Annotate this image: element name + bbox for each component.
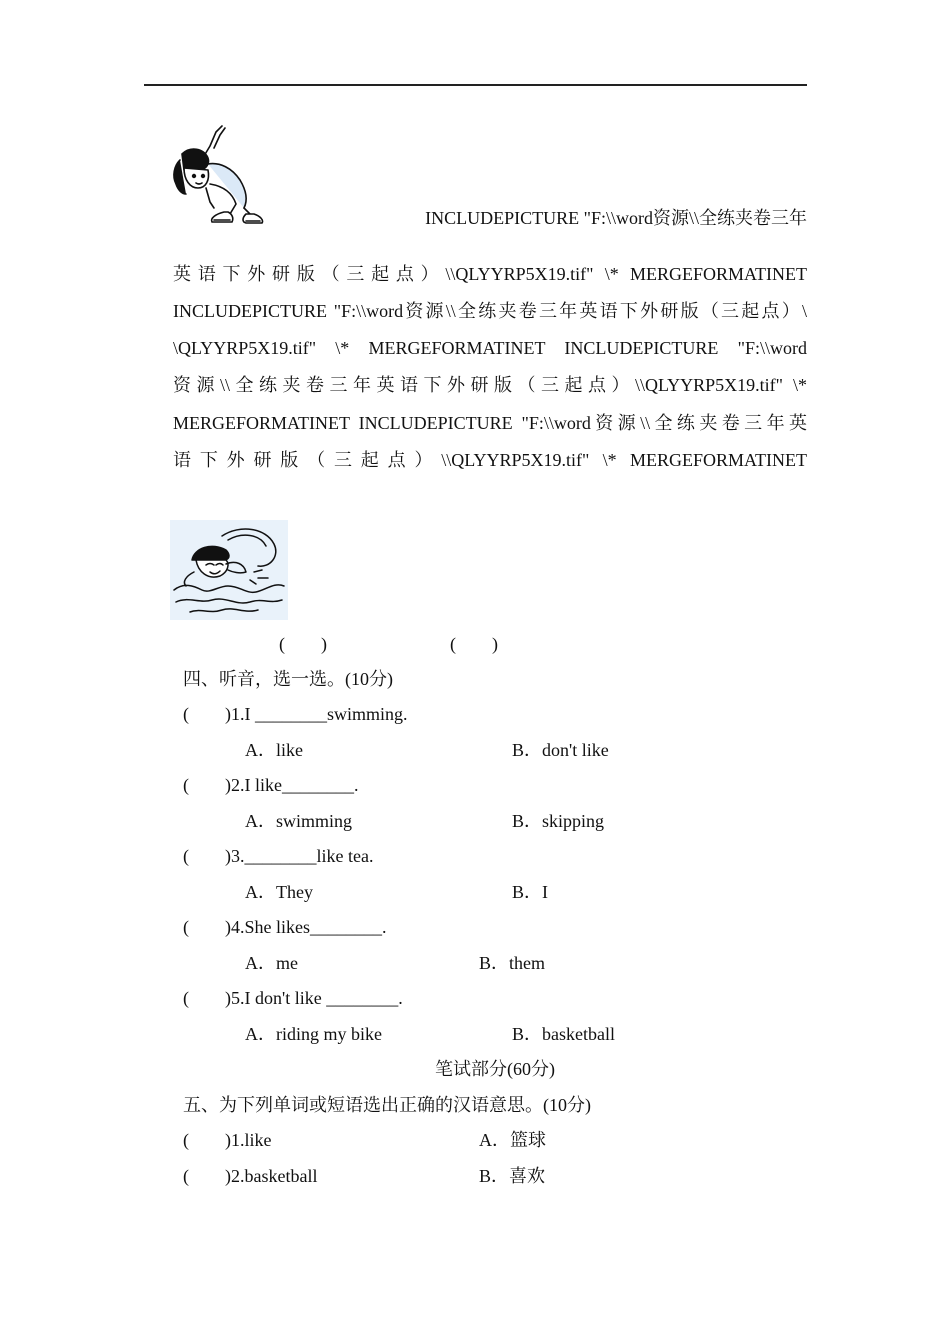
- question-4-stem[interactable]: ( )4.She likes________.: [183, 917, 387, 937]
- picture-answer-2[interactable]: ( ): [450, 634, 498, 654]
- includepicture-first-line: INCLUDEPICTURE "F:\\word资源\\全练夹卷三年: [425, 208, 807, 228]
- includepicture-line-6: 语下外研版（三起点）\\QLYYRP5X19.tif" \* MERGEFORMATINET: [173, 450, 807, 470]
- section5-title: 五、为下列单词或短语选出正确的汉语意思。(10分): [183, 1095, 591, 1115]
- section4-title: 四、听音，选一选。(10分): [183, 669, 393, 689]
- written-part-title: 笔试部分(60分): [435, 1059, 555, 1079]
- question-5-option-a[interactable]: A．riding my bike: [245, 1024, 382, 1044]
- includepicture-line-2: INCLUDEPICTURE "F:\\word资源\\全练夹卷三年英语下外研版（三起点）\: [173, 301, 807, 321]
- question-1-stem[interactable]: ( )1.I ________swimming.: [183, 704, 408, 724]
- question-4-option-b[interactable]: B．them: [479, 953, 545, 973]
- question-2-option-a[interactable]: A．swimming: [245, 811, 353, 831]
- includepicture-line-1: 英语下外研版（三起点）\\QLYYRP5X19.tif" \* MERGEFORMATINET: [173, 264, 807, 284]
- question-2-stem[interactable]: ( )2.I like________.: [183, 775, 359, 795]
- question-2-option-b[interactable]: B．skipping: [512, 811, 605, 831]
- includepicture-line-5: MERGEFORMATINET INCLUDEPICTURE "F:\\word资源\\全练夹卷三年英: [173, 413, 807, 433]
- vocab-item-2-option[interactable]: B．喜欢: [479, 1166, 546, 1186]
- vocab-item-1-option[interactable]: A．篮球: [479, 1130, 546, 1150]
- vocab-item-2-stem[interactable]: ( )2.basketball: [183, 1166, 318, 1186]
- question-1-option-b[interactable]: B．don't like: [512, 740, 609, 760]
- question-3-option-a[interactable]: A．They: [245, 882, 313, 902]
- girl-stretching-illustration: [170, 124, 265, 226]
- boy-swimming-illustration: [170, 520, 288, 620]
- question-1-option-a[interactable]: A．like: [245, 740, 303, 760]
- question-4-option-a[interactable]: A．me: [245, 953, 298, 973]
- question-3-option-b[interactable]: B．I: [512, 882, 548, 902]
- includepicture-line-3: \QLYYRP5X19.tif" \* MERGEFORMATINET INCLUDEPICTURE "F:\\word: [173, 338, 807, 358]
- includepicture-line-4: 资源\\全练夹卷三年英语下外研版（三起点）\\QLYYRP5X19.tif" \*: [173, 375, 807, 395]
- header-rule: [144, 84, 807, 86]
- question-5-stem[interactable]: ( )5.I don't like ________.: [183, 988, 403, 1008]
- question-3-stem[interactable]: ( )3.________like tea.: [183, 846, 374, 866]
- question-5-option-b[interactable]: B．basketball: [512, 1024, 615, 1044]
- vocab-item-1-stem[interactable]: ( )1.like: [183, 1130, 272, 1150]
- picture-answer-1[interactable]: ( ): [279, 634, 327, 654]
